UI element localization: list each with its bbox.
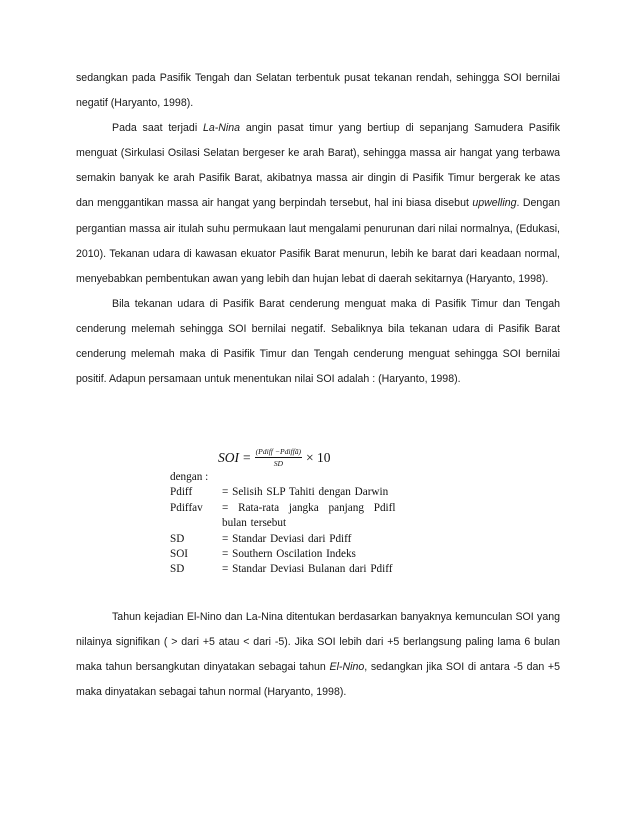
text-run: sedangkan pada Pasifik Tengah dan Selatan terbentuk pusat tekanan rendah, sehingga SOI bernilai negatif (Haryanto, 1998). (76, 72, 560, 110)
definition-term: Pdiffav (170, 501, 203, 514)
text-run: angin pasat timur yang bertiup di sepanjang Samudera Pasifik menguat (Sirkulasi Osilasi Selatan bergeser ke arah Barat), sehingga massa air hangat yang terbawa semakin banyak ke arah Pasifik Barat, akibatnya massa air dingin di Pasifik Timur bergerak ke atas dan menggantikan massa air hangat yang berpindah tersebut, hal ini biasa disebut (76, 122, 560, 210)
definition-term (170, 516, 222, 531)
definition-desc: = Standar Deviasi dari Pdiff (222, 532, 352, 545)
definition-row (170, 562, 430, 577)
definition-term: SD (170, 532, 185, 545)
text-run: . Dengan pergantian massa air itulah suhu permukaan laut mengalami penurunan dari nilai normalnya, (Edukasi, 2010). Tekanan udara di kawasan ekuator Pasifik Barat menurun, lebih ke barat dari keadaan normal, menyebabkan pembentukan awan yang lebih dan hujan lebat di daerah sekitarnya (Haryanto, 1998). (76, 197, 561, 285)
definitions-intro: dengan : (170, 471, 209, 483)
paragraph-pressure (76, 292, 560, 392)
definition-term: SD (170, 563, 185, 576)
definition-desc: = Southern Oscilation Indeks (222, 547, 356, 560)
text-run: Tahun kejadian El-Nino dan La-Nina ditentukan berdasarkan banyaknya kemunculan SOI yang nilainya signifikan ( > dari +5 atau < dari -5). Jika SOI lebih dari +5 berlangsung paling lama 6 bulan maka tahun bersangkutan dinyatakan sebagai tahun (76, 611, 560, 674)
formula-definitions (170, 470, 430, 578)
body-text-top (76, 66, 560, 392)
italic-term: El-Nino (329, 661, 365, 674)
definitions-intro-row (170, 470, 430, 485)
definition-row (170, 501, 430, 516)
equation-lhs: SOI (218, 449, 239, 465)
text-run: Pada saat terjadi (112, 122, 203, 135)
definition-row (170, 485, 430, 500)
paragraph-el-nino-years (76, 605, 560, 705)
text-run: , sedangkan jika SOI di antara -5 dan +5 maka dinyatakan sebagai tahun normal (Haryanto, 1998). (76, 661, 560, 699)
definition-desc: = Rata-rata jangka panjang Pdifl (222, 501, 396, 514)
soi-equation (218, 447, 331, 468)
italic-term: La-Nina (202, 122, 241, 135)
equation-equals: = (243, 449, 251, 465)
definition-desc: = Standar Deviasi Bulanan dari Pdiff (222, 563, 393, 576)
definition-term: SOI (170, 547, 189, 560)
equation-fraction (255, 447, 302, 468)
equation-multiplier: × 10 (306, 449, 331, 465)
definition-desc: bulan tersebut (222, 517, 287, 530)
definition-row (170, 532, 430, 547)
definition-row (170, 547, 430, 562)
definition-desc: = Selisih SLP Tahiti dengan Darwin (222, 486, 389, 499)
equation-denominator: SD (273, 459, 283, 468)
definition-row (170, 516, 430, 531)
paragraph-soi-negative (76, 66, 560, 116)
equation-numerator: (Pdiff −Pdiffā) (255, 447, 302, 456)
definition-term: Pdiff (170, 486, 193, 499)
paragraph-la-nina (76, 116, 560, 292)
italic-term: upwelling (472, 197, 517, 210)
body-text-bottom (76, 605, 560, 705)
text-run: Bila tekanan udara di Pasifik Barat cenderung menguat maka di Pasifik Timur dan Tengah cenderung melemah sehingga SOI bernilai negatif. Sebaliknya bila tekanan udara di Pasifik Barat cenderung melemah maka di Pasifik Timur dan Tengah cenderung menguat sehingga SOI bernilai positif. Adapun persamaan untuk menentukan nilai SOI adalah : (Haryanto, 1998). (76, 297, 560, 386)
